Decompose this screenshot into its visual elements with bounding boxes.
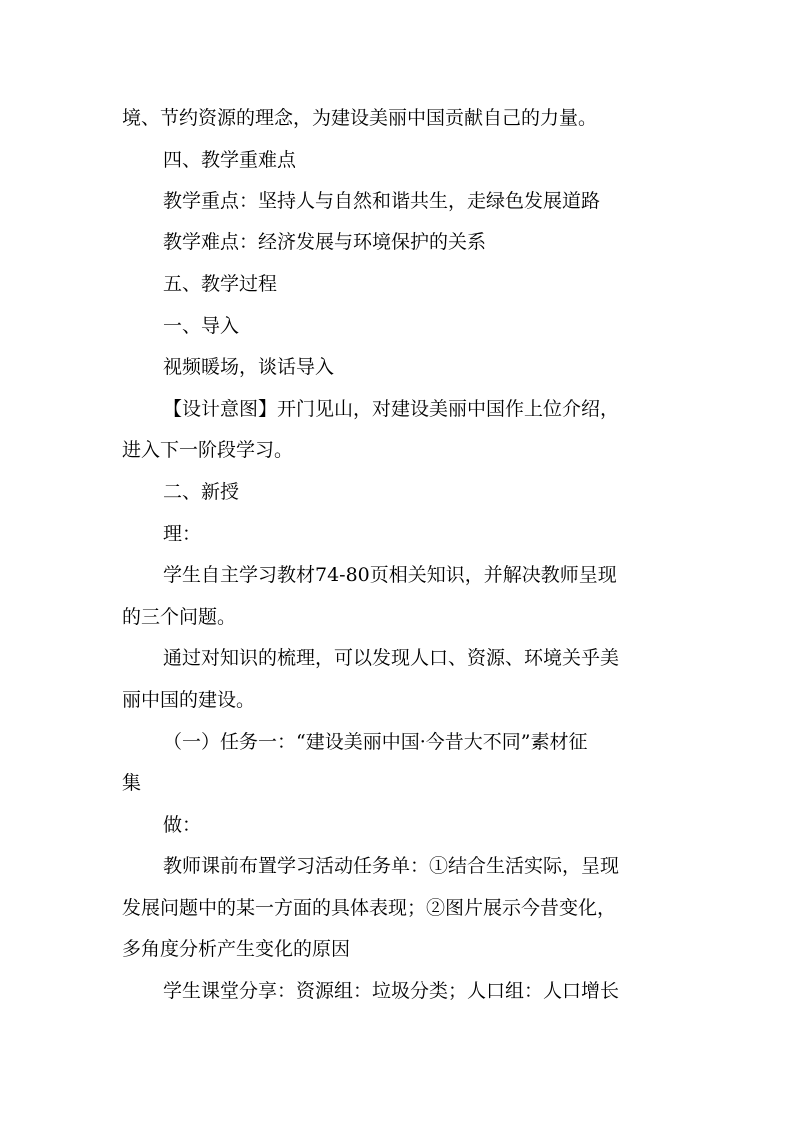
- text-line: 进入下一阶段学习。: [122, 439, 294, 461]
- text-line: 视频暖场，谈话导入: [163, 356, 335, 378]
- task-heading: （一）任务一：“建设美丽中国·今昔大不同”素材征: [163, 731, 588, 753]
- text-line: 通过对知识的梳理，可以发现人口、资源、环境关乎美: [163, 647, 620, 669]
- section-heading: 五、教学过程: [163, 273, 278, 295]
- text-line: 教师课前布置学习活动任务单：①结合生活实际，呈现: [163, 855, 620, 877]
- text-line: 教学难点：经济发展与环境保护的关系: [163, 231, 487, 253]
- text-line: 的三个问题。: [122, 606, 237, 628]
- text-line: 学生自主学习教材74-80页相关知识，并解决教师呈现: [163, 564, 617, 586]
- subsection-heading: 一、导入: [163, 315, 240, 337]
- text-line: 【设计意图】开门见山，对建设美丽中国作上位介绍，: [163, 398, 620, 420]
- text-line: 做：: [163, 814, 202, 836]
- text-line: 发展问题中的某一方面的具体表现；②图片展示今昔变化，: [122, 897, 617, 919]
- text-line: 多角度分析产生变化的原因: [122, 938, 351, 960]
- text-line: 学生课堂分享：资源组：垃圾分类；人口组：人口增长: [163, 980, 620, 1002]
- subsection-heading: 二、新授: [163, 481, 240, 503]
- text-line: 集: [122, 772, 142, 794]
- section-heading: 四、教学重难点: [163, 149, 297, 171]
- text-line: 理：: [163, 523, 202, 545]
- text-line: 丽中国的建设。: [122, 689, 256, 711]
- text-line: 境、节约资源的理念，为建设美丽中国贡献自己的力量。: [122, 107, 598, 129]
- text-line: 教学重点：坚持人与自然和谐共生，走绿色发展道路: [163, 190, 601, 212]
